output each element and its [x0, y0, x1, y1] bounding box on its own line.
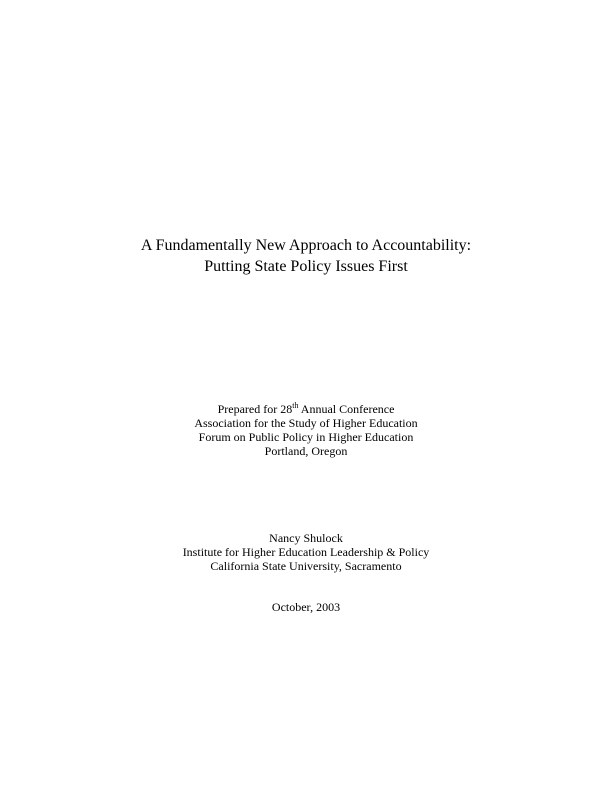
prepared-for-prefix: Prepared for 28 — [217, 402, 293, 416]
forum-line: Forum on Public Policy in Higher Education — [198, 430, 414, 444]
prepared-for-suffix: Annual Conference — [298, 402, 395, 416]
prepared-for-line — [0, 402, 612, 416]
date-block — [0, 600, 612, 614]
author-university: California State University, Sacramento — [210, 559, 402, 573]
ordinal-suffix: th — [292, 401, 299, 410]
title-line-1: A Fundamentally New Approach to Accountability: — [140, 237, 472, 254]
document-date: October, 2003 — [271, 600, 341, 614]
author-block — [0, 531, 612, 573]
title-line-2: Putting State Policy Issues First — [204, 258, 408, 275]
association-line: Association for the Study of Higher Education — [194, 416, 418, 430]
location-line: Portland, Oregon — [264, 444, 348, 458]
author-name: Nancy Shulock — [269, 531, 343, 545]
author-institute: Institute for Higher Education Leadership & Policy — [182, 545, 430, 559]
prepared-for-block — [0, 402, 612, 458]
title-block — [0, 235, 612, 277]
